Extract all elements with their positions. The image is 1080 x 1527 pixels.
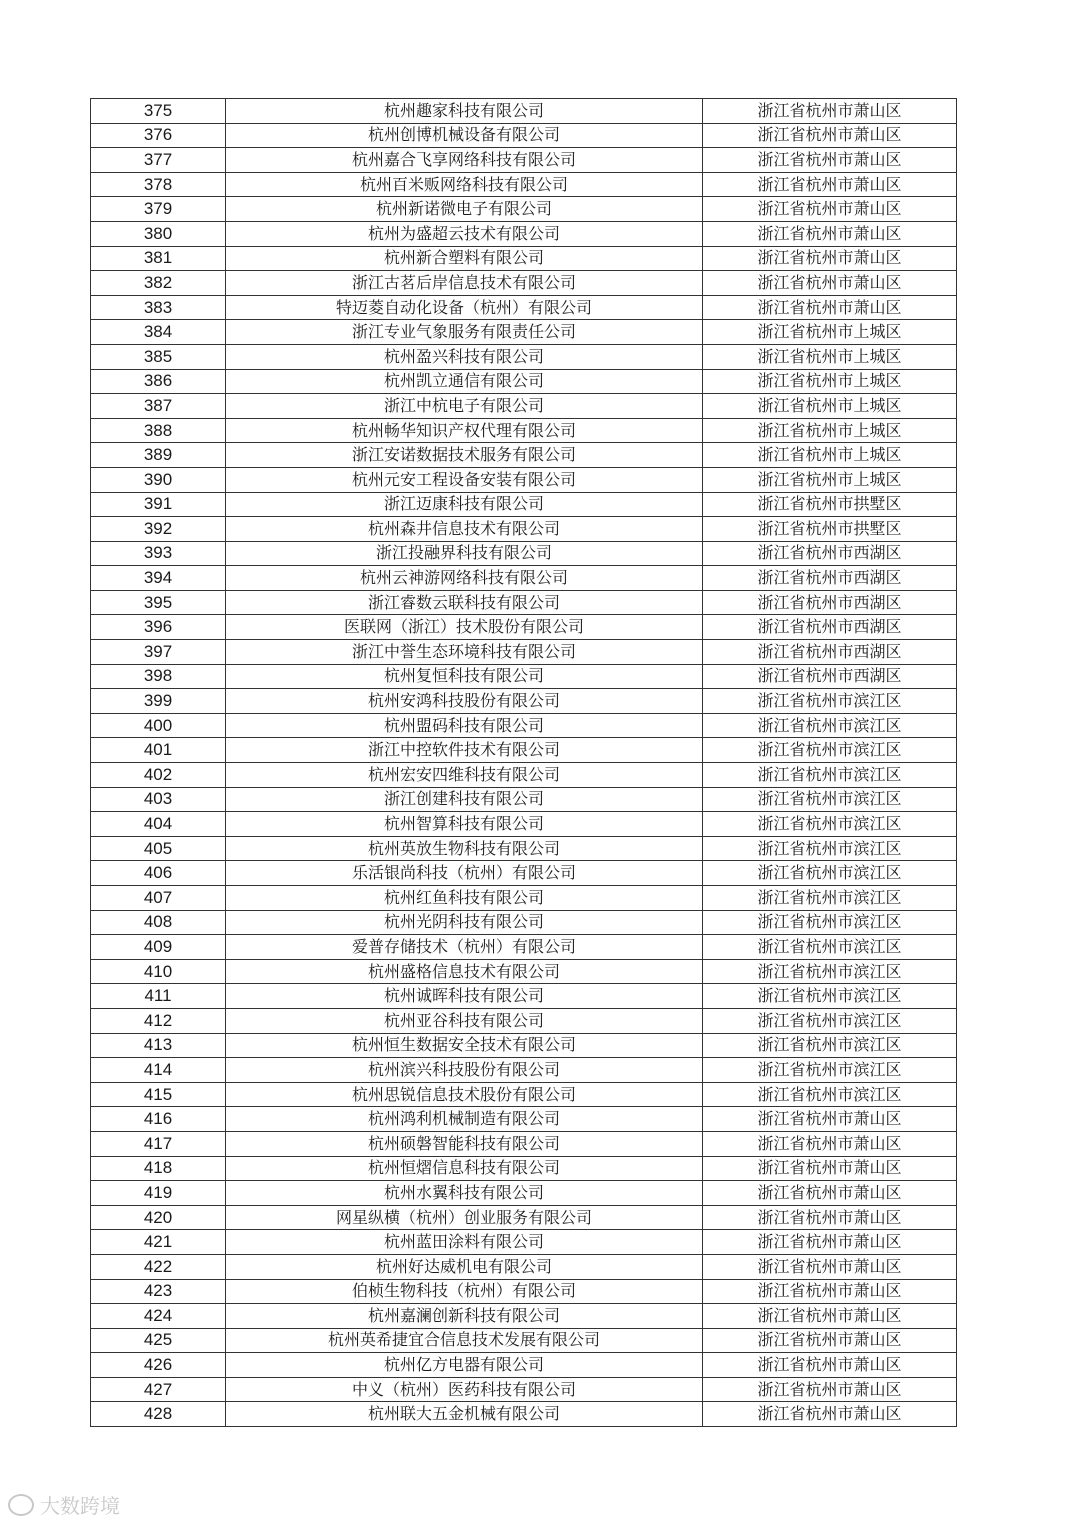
row-number: 387 [91, 394, 226, 419]
row-number: 385 [91, 344, 226, 369]
table-row [91, 517, 957, 542]
company-name: 杭州云神游网络科技有限公司 [226, 566, 703, 591]
company-name: 杭州滨兴科技股份有限公司 [226, 1058, 703, 1083]
table-row [91, 1377, 957, 1402]
row-number: 422 [91, 1254, 226, 1279]
company-name: 杭州水翼科技有限公司 [226, 1181, 703, 1206]
row-number: 409 [91, 935, 226, 960]
row-number: 393 [91, 541, 226, 566]
company-location: 浙江省杭州市萧山区 [703, 1181, 957, 1206]
table-row [91, 910, 957, 935]
row-number: 405 [91, 836, 226, 861]
row-number: 427 [91, 1377, 226, 1402]
table-row [91, 99, 957, 124]
table-row [91, 713, 957, 738]
company-name: 杭州新合塑料有限公司 [226, 246, 703, 271]
company-location: 浙江省杭州市上城区 [703, 467, 957, 492]
company-name: 杭州光阴科技有限公司 [226, 910, 703, 935]
row-number: 402 [91, 763, 226, 788]
company-name: 浙江创建科技有限公司 [226, 787, 703, 812]
company-location: 浙江省杭州市上城区 [703, 369, 957, 394]
company-name: 杭州安鸿科技股份有限公司 [226, 689, 703, 714]
company-location: 浙江省杭州市萧山区 [703, 1156, 957, 1181]
row-number: 404 [91, 812, 226, 837]
table-row [91, 763, 957, 788]
company-location: 浙江省杭州市萧山区 [703, 1304, 957, 1329]
row-number: 426 [91, 1353, 226, 1378]
row-number: 415 [91, 1082, 226, 1107]
company-location: 浙江省杭州市萧山区 [703, 99, 957, 124]
row-number: 390 [91, 467, 226, 492]
company-location: 浙江省杭州市萧山区 [703, 123, 957, 148]
company-location: 浙江省杭州市滨江区 [703, 984, 957, 1009]
company-location: 浙江省杭州市拱墅区 [703, 492, 957, 517]
company-location: 浙江省杭州市萧山区 [703, 295, 957, 320]
table-row [91, 1131, 957, 1156]
company-name: 杭州智算科技有限公司 [226, 812, 703, 837]
company-name: 乐活银尚科技（杭州）有限公司 [226, 861, 703, 886]
table-row [91, 664, 957, 689]
company-location: 浙江省杭州市萧山区 [703, 1205, 957, 1230]
row-number: 383 [91, 295, 226, 320]
row-number: 400 [91, 713, 226, 738]
row-number: 399 [91, 689, 226, 714]
row-number: 381 [91, 246, 226, 271]
company-location: 浙江省杭州市萧山区 [703, 1230, 957, 1255]
company-name: 杭州嘉合飞享网络科技有限公司 [226, 148, 703, 173]
company-name: 浙江投融界科技有限公司 [226, 541, 703, 566]
row-number: 416 [91, 1107, 226, 1132]
table-row [91, 787, 957, 812]
company-location: 浙江省杭州市上城区 [703, 418, 957, 443]
company-location: 浙江省杭州市上城区 [703, 344, 957, 369]
table-row [91, 935, 957, 960]
table-row [91, 640, 957, 665]
company-location: 浙江省杭州市滨江区 [703, 886, 957, 911]
table-row [91, 320, 957, 345]
row-number: 392 [91, 517, 226, 542]
row-number: 406 [91, 861, 226, 886]
company-name: 浙江睿数云联科技有限公司 [226, 590, 703, 615]
company-location: 浙江省杭州市萧山区 [703, 221, 957, 246]
row-number: 377 [91, 148, 226, 173]
row-number: 388 [91, 418, 226, 443]
table-row [91, 1033, 957, 1058]
table-row [91, 443, 957, 468]
row-number: 397 [91, 640, 226, 665]
table-body [91, 99, 957, 1427]
table-row [91, 295, 957, 320]
row-number: 375 [91, 99, 226, 124]
row-number: 396 [91, 615, 226, 640]
row-number: 421 [91, 1230, 226, 1255]
company-name: 网星纵横（杭州）创业服务有限公司 [226, 1205, 703, 1230]
company-location: 浙江省杭州市萧山区 [703, 1131, 957, 1156]
company-location: 浙江省杭州市上城区 [703, 443, 957, 468]
table-row [91, 1107, 957, 1132]
table-row [91, 467, 957, 492]
row-number: 408 [91, 910, 226, 935]
company-name: 杭州好达威机电有限公司 [226, 1254, 703, 1279]
company-location: 浙江省杭州市萧山区 [703, 271, 957, 296]
company-location: 浙江省杭州市西湖区 [703, 664, 957, 689]
company-location: 浙江省杭州市萧山区 [703, 197, 957, 222]
company-location: 浙江省杭州市滨江区 [703, 763, 957, 788]
row-number: 414 [91, 1058, 226, 1083]
company-location: 浙江省杭州市萧山区 [703, 1377, 957, 1402]
company-location: 浙江省杭州市西湖区 [703, 640, 957, 665]
table-row [91, 1353, 957, 1378]
company-location: 浙江省杭州市萧山区 [703, 1353, 957, 1378]
table-row [91, 344, 957, 369]
row-number: 424 [91, 1304, 226, 1329]
table-row [91, 1156, 957, 1181]
company-name: 杭州联大五金机械有限公司 [226, 1402, 703, 1427]
company-name: 杭州新诺微电子有限公司 [226, 197, 703, 222]
company-name: 中义（杭州）医药科技有限公司 [226, 1377, 703, 1402]
company-location: 浙江省杭州市滨江区 [703, 861, 957, 886]
table-row [91, 615, 957, 640]
logo-icon [8, 1494, 34, 1516]
company-location: 浙江省杭州市滨江区 [703, 959, 957, 984]
row-number: 417 [91, 1131, 226, 1156]
company-name: 杭州盛格信息技术有限公司 [226, 959, 703, 984]
table-row [91, 1058, 957, 1083]
row-number: 380 [91, 221, 226, 246]
table-row [91, 123, 957, 148]
company-location: 浙江省杭州市萧山区 [703, 246, 957, 271]
company-name: 浙江迈康科技有限公司 [226, 492, 703, 517]
company-name: 浙江中控软件技术有限公司 [226, 738, 703, 763]
company-name: 杭州嘉澜创新科技有限公司 [226, 1304, 703, 1329]
company-name: 杭州盟码科技有限公司 [226, 713, 703, 738]
row-number: 382 [91, 271, 226, 296]
company-name: 杭州英希捷宜合信息技术发展有限公司 [226, 1328, 703, 1353]
company-name: 爱普存储技术（杭州）有限公司 [226, 935, 703, 960]
company-name: 杭州鸿利机械制造有限公司 [226, 1107, 703, 1132]
company-location: 浙江省杭州市滨江区 [703, 689, 957, 714]
company-name: 浙江专业气象服务有限责任公司 [226, 320, 703, 345]
row-number: 423 [91, 1279, 226, 1304]
company-location: 浙江省杭州市拱墅区 [703, 517, 957, 542]
company-name: 杭州硕磐智能科技有限公司 [226, 1131, 703, 1156]
company-location: 浙江省杭州市滨江区 [703, 738, 957, 763]
company-name: 杭州亿方电器有限公司 [226, 1353, 703, 1378]
company-location: 浙江省杭州市萧山区 [703, 1328, 957, 1353]
company-name: 杭州百米贩网络科技有限公司 [226, 172, 703, 197]
company-name: 杭州宏安四维科技有限公司 [226, 763, 703, 788]
company-location: 浙江省杭州市滨江区 [703, 1008, 957, 1033]
row-number: 413 [91, 1033, 226, 1058]
row-number: 403 [91, 787, 226, 812]
company-location: 浙江省杭州市西湖区 [703, 590, 957, 615]
company-name: 杭州为盛超云技术有限公司 [226, 221, 703, 246]
table-row [91, 148, 957, 173]
table-row [91, 1230, 957, 1255]
table-row [91, 541, 957, 566]
company-location: 浙江省杭州市滨江区 [703, 1082, 957, 1107]
table-row [91, 1008, 957, 1033]
table-row [91, 418, 957, 443]
company-location: 浙江省杭州市萧山区 [703, 1279, 957, 1304]
table-row [91, 1205, 957, 1230]
company-location: 浙江省杭州市滨江区 [703, 836, 957, 861]
company-name: 浙江安诺数据技术服务有限公司 [226, 443, 703, 468]
company-name: 医联网（浙江）技术股份有限公司 [226, 615, 703, 640]
company-location: 浙江省杭州市萧山区 [703, 172, 957, 197]
table-row [91, 812, 957, 837]
company-name: 杭州英放生物科技有限公司 [226, 836, 703, 861]
table-row [91, 590, 957, 615]
company-name: 杭州森井信息技术有限公司 [226, 517, 703, 542]
row-number: 379 [91, 197, 226, 222]
table-row [91, 197, 957, 222]
row-number: 418 [91, 1156, 226, 1181]
company-location: 浙江省杭州市滨江区 [703, 812, 957, 837]
company-name: 杭州亚谷科技有限公司 [226, 1008, 703, 1033]
table-row [91, 566, 957, 591]
row-number: 378 [91, 172, 226, 197]
company-name: 杭州蓝田涂料有限公司 [226, 1230, 703, 1255]
company-location: 浙江省杭州市滨江区 [703, 1058, 957, 1083]
company-location: 浙江省杭州市西湖区 [703, 541, 957, 566]
company-name: 杭州诚晖科技有限公司 [226, 984, 703, 1009]
table-row [91, 246, 957, 271]
company-list-table [90, 98, 956, 1427]
company-location: 浙江省杭州市萧山区 [703, 148, 957, 173]
table-row [91, 394, 957, 419]
company-location: 浙江省杭州市滨江区 [703, 1033, 957, 1058]
row-number: 376 [91, 123, 226, 148]
row-number: 420 [91, 1205, 226, 1230]
company-name: 伯桢生物科技（杭州）有限公司 [226, 1279, 703, 1304]
company-name: 特迈菱自动化设备（杭州）有限公司 [226, 295, 703, 320]
company-name: 杭州思锐信息技术股份有限公司 [226, 1082, 703, 1107]
table-row [91, 1254, 957, 1279]
company-location: 浙江省杭州市滨江区 [703, 935, 957, 960]
row-number: 411 [91, 984, 226, 1009]
company-location: 浙江省杭州市上城区 [703, 320, 957, 345]
table-row [91, 984, 957, 1009]
company-location: 浙江省杭州市滨江区 [703, 713, 957, 738]
company-name: 杭州凯立通信有限公司 [226, 369, 703, 394]
table-row [91, 369, 957, 394]
row-number: 389 [91, 443, 226, 468]
company-name: 杭州创博机械设备有限公司 [226, 123, 703, 148]
row-number: 419 [91, 1181, 226, 1206]
row-number: 386 [91, 369, 226, 394]
company-name: 杭州畅华知识产权代理有限公司 [226, 418, 703, 443]
table-row [91, 1304, 957, 1329]
company-location: 浙江省杭州市滨江区 [703, 910, 957, 935]
row-number: 384 [91, 320, 226, 345]
row-number: 410 [91, 959, 226, 984]
table-row [91, 959, 957, 984]
row-number: 425 [91, 1328, 226, 1353]
row-number: 401 [91, 738, 226, 763]
watermark-text: 大数跨境 [40, 1494, 120, 1518]
company-name: 杭州元安工程设备安装有限公司 [226, 467, 703, 492]
company-name: 杭州恒熠信息科技有限公司 [226, 1156, 703, 1181]
company-name: 浙江中誉生态环境科技有限公司 [226, 640, 703, 665]
table-row [91, 738, 957, 763]
table-row [91, 1402, 957, 1427]
company-name: 浙江古茗后岸信息技术有限公司 [226, 271, 703, 296]
company-location: 浙江省杭州市西湖区 [703, 615, 957, 640]
company-name: 杭州红鱼科技有限公司 [226, 886, 703, 911]
company-name: 杭州恒生数据安全技术有限公司 [226, 1033, 703, 1058]
row-number: 412 [91, 1008, 226, 1033]
table-row [91, 886, 957, 911]
company-name: 杭州趣家科技有限公司 [226, 99, 703, 124]
company-location: 浙江省杭州市上城区 [703, 394, 957, 419]
row-number: 407 [91, 886, 226, 911]
company-name: 杭州复恒科技有限公司 [226, 664, 703, 689]
table-row [91, 1082, 957, 1107]
table-row [91, 836, 957, 861]
row-number: 391 [91, 492, 226, 517]
row-number: 428 [91, 1402, 226, 1427]
company-location: 浙江省杭州市滨江区 [703, 787, 957, 812]
row-number: 398 [91, 664, 226, 689]
table-row [91, 1328, 957, 1353]
company-table [90, 98, 957, 1427]
table-row [91, 172, 957, 197]
row-number: 395 [91, 590, 226, 615]
company-location: 浙江省杭州市萧山区 [703, 1107, 957, 1132]
table-row [91, 689, 957, 714]
table-row [91, 492, 957, 517]
watermark [8, 1490, 120, 1519]
table-row [91, 221, 957, 246]
table-row [91, 1279, 957, 1304]
row-number: 394 [91, 566, 226, 591]
company-location: 浙江省杭州市西湖区 [703, 566, 957, 591]
company-location: 浙江省杭州市萧山区 [703, 1254, 957, 1279]
company-location: 浙江省杭州市萧山区 [703, 1402, 957, 1427]
company-name: 浙江中杭电子有限公司 [226, 394, 703, 419]
table-row [91, 271, 957, 296]
table-row [91, 861, 957, 886]
table-row [91, 1181, 957, 1206]
company-name: 杭州盈兴科技有限公司 [226, 344, 703, 369]
